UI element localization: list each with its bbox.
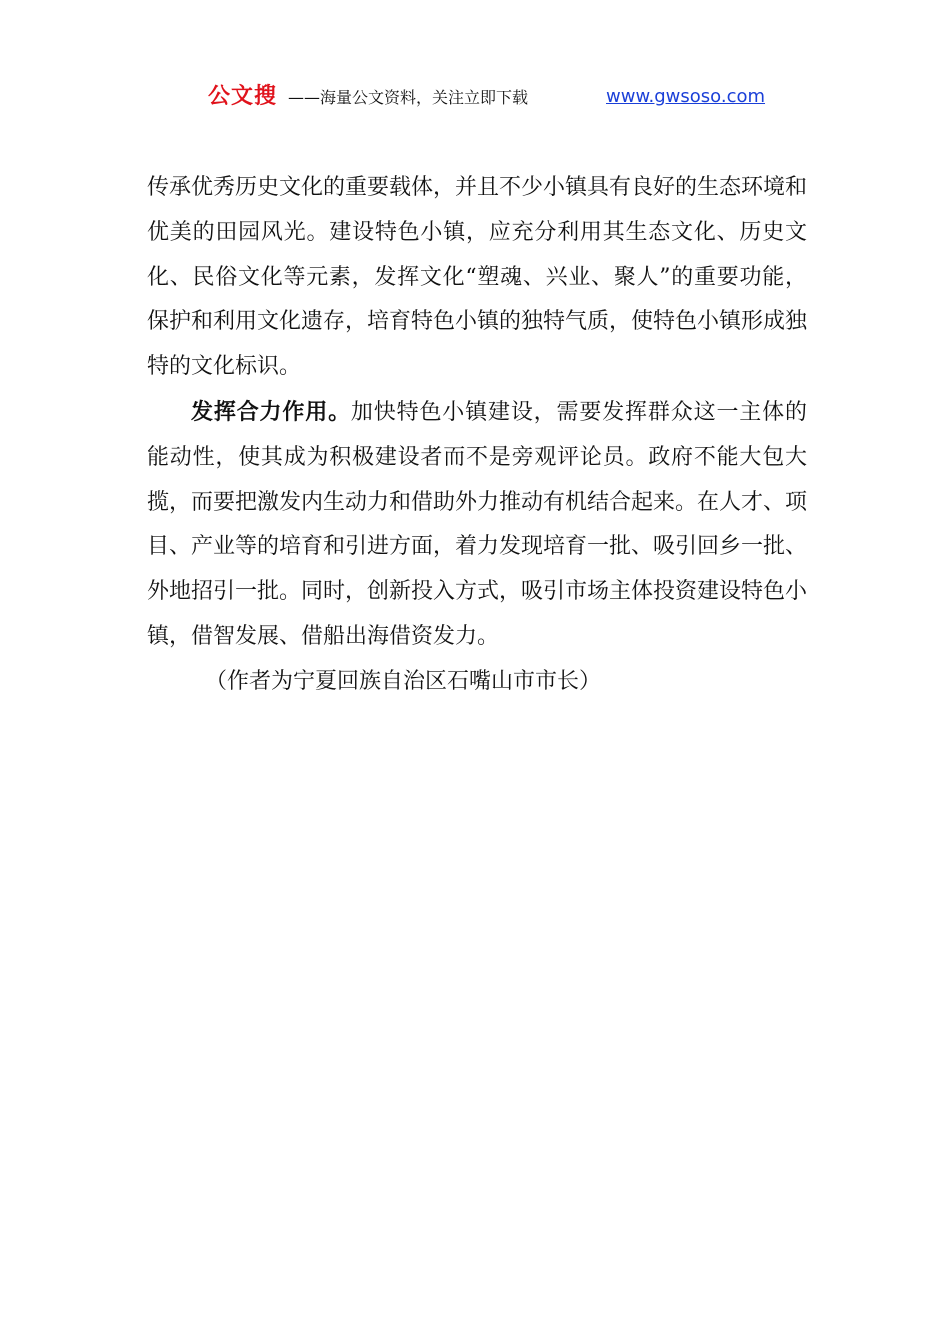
author-byline: （作者为宁夏回族自治区石嘴山市市长） xyxy=(205,668,602,694)
document-body xyxy=(147,166,807,705)
site-link[interactable]: www.gwsoso.com xyxy=(606,86,766,107)
header-tagline: ——海量公文资料，关注立即下载 xyxy=(288,88,529,107)
brand-logo: 公文搜 xyxy=(208,84,278,109)
paragraph-synergy xyxy=(147,390,807,660)
paragraph-culture: 传承优秀历史文化的重要载体，并且不少小镇具有良好的生态环境和优美的田园风光。建设特色小镇，应充分利用其生态文化、历史文化、民俗文化等元素，发挥文化“塑魂、兴业、聚人”的重要功能，保护和利用文化遗存，培育特色小镇的独特气质，使特色小镇形成独特的文化标识。 xyxy=(147,175,808,380)
paragraph-lead-heading: 发挥合力作用。 xyxy=(191,398,351,425)
page-header xyxy=(0,82,950,116)
paragraph-synergy-text: 加快特色小镇建设，需要发挥群众这一主体的能动性，使其成为积极建设者而不是旁观评论员。政府不能大包大揽，而要把激发内生动力和借助外力推动有机结合起来。在人才、项目、产业等的培育和引进方面，着力发现培育一批、吸引回乡一批、外地招引一批。同时，创新投入方式，吸引市场主体投资建设特色小镇，借智发展、借船出海借资发力。 xyxy=(147,399,808,649)
